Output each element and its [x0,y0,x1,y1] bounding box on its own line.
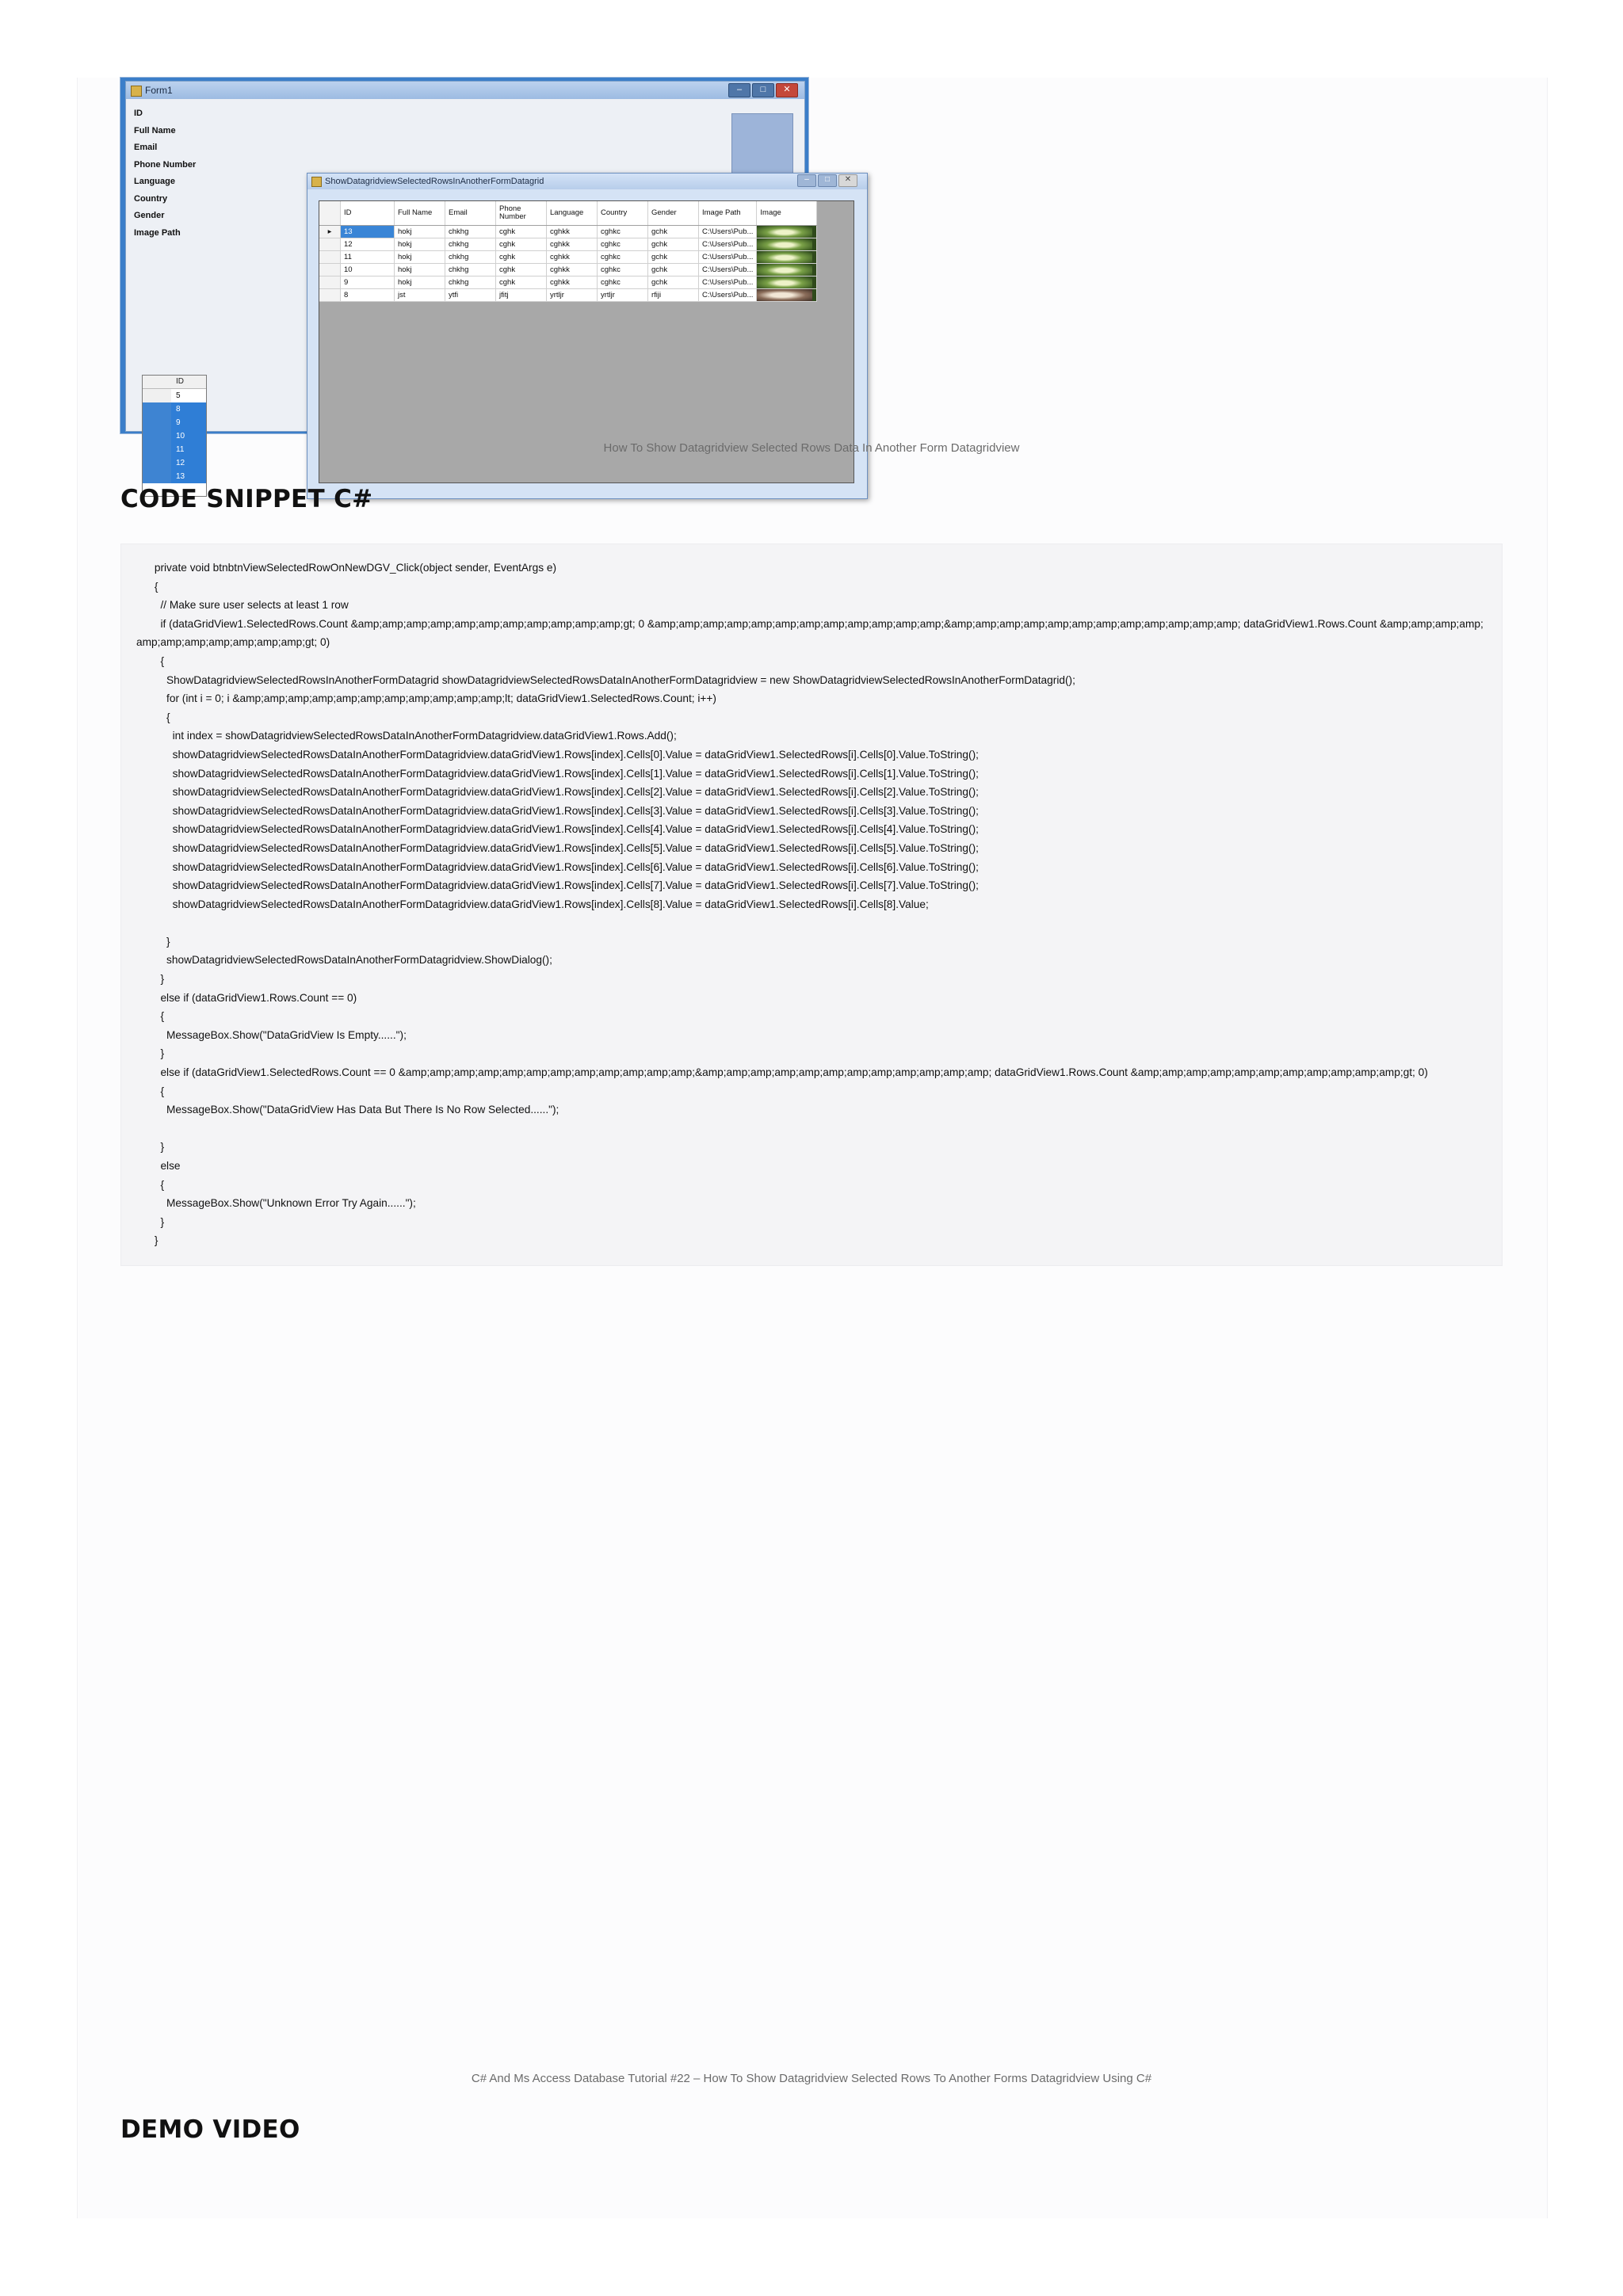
col-header[interactable]: Full Name [395,201,445,226]
table-row[interactable]: 10 [143,429,206,443]
code-line: showDatagridviewSelectedRowsDataInAnotherFormDatagridview.dataGridView1.Rows[index].Cells[5].Value = dataGridView1.SelectedRows[i].Cells[5].Value.ToString(); [136,841,979,854]
cell[interactable]: C:\Users\Pub... [699,277,757,289]
cell[interactable]: cghkc [598,264,648,277]
cell[interactable]: 10 [341,264,395,277]
cell[interactable]: 9 [341,277,395,289]
cell[interactable]: 12 [341,238,395,251]
cell[interactable]: C:\Users\Pub... [699,264,757,277]
code-line: ShowDatagridviewSelectedRowsInAnotherFormDatagrid showDatagridviewSelectedRowsDataInAnotherFormDatagridview = new ShowDatagridviewSelectedRowsInAnotherFormDatagrid(); [136,673,1075,686]
cell[interactable]: chkhg [445,264,496,277]
label-email: Email [134,143,158,152]
cell[interactable]: cghkc [598,277,648,289]
maximize-icon[interactable]: □ [752,83,774,97]
cell[interactable]: C:\Users\Pub... [699,289,757,302]
cell[interactable]: rfiji [648,289,699,302]
cell[interactable]: hokj [395,238,445,251]
cell[interactable]: yrtljr [547,289,598,302]
code-line: if (dataGridView1.SelectedRows.Count &amp;amp;amp;amp;amp;amp;amp;amp;amp;amp;amp;gt; 0 &amp;amp;amp;amp;amp;amp;amp;amp;amp;amp;amp;amp;&amp;amp;amp;amp;amp;amp;amp;amp;amp;amp;amp;amp; dataGridView1.Rows.Count &amp;amp;amp;amp;amp;amp;amp;amp;amp;amp;amp;gt; 0) [136,617,1484,649]
image-cell[interactable] [757,277,817,289]
table-row[interactable]: ▸ 13 hokj chkhg cghk cghkk cghkc gchk C:\Users\Pub... [319,226,817,238]
image-cell[interactable] [757,226,817,238]
col-header[interactable]: Image Path [699,201,757,226]
cell[interactable]: C:\Users\Pub... [699,238,757,251]
grid-header-id: ID [143,376,206,389]
table-row[interactable] [319,277,817,289]
col-header[interactable]: ID [341,201,395,226]
dialog-table [319,201,817,302]
cell[interactable]: cghkc [598,226,648,238]
code-line: } [136,1047,165,1060]
table-row[interactable] [319,289,817,302]
code-line: } [136,1234,158,1247]
table-row[interactable]: 5 [143,389,206,402]
code-line: showDatagridviewSelectedRowsDataInAnotherFormDatagridview.dataGridView1.Rows[index].Cells[4].Value = dataGridView1.SelectedRows[i].Cells[4].Value.ToString(); [136,823,979,836]
main-form-titlebar [126,82,804,99]
video-caption: C# And Ms Access Database Tutorial #22 – How To Show Datagridview Selected Rows To Another Forms Datagridview Using C# [471,2072,1152,2085]
code-line: // Make sure user selects at least 1 row [136,599,349,612]
minimize-icon[interactable]: – [797,174,816,187]
code-line: showDatagridviewSelectedRowsDataInAnotherFormDatagridview.dataGridView1.Rows[index].Cells[6].Value = dataGridView1.SelectedRows[i].Cells[6].Value.ToString(); [136,860,979,873]
code-line: { [136,711,170,723]
code-line: { [136,1085,165,1097]
image-cell[interactable] [757,289,817,302]
image-cell[interactable] [757,251,817,264]
cell[interactable]: cghk [496,277,547,289]
cell[interactable]: chkhg [445,277,496,289]
main-form-title: Form1 [145,85,173,96]
cell[interactable]: cghkc [598,251,648,264]
code-block [120,543,1503,1266]
cell[interactable]: gchk [648,277,699,289]
form-icon [131,86,142,97]
code-line: else if (dataGridView1.SelectedRows.Count == 0 &amp;amp;amp;amp;amp;amp;amp;amp;amp;amp;amp;amp;&amp;amp;amp;amp;amp;amp;amp;amp;amp;amp;amp;amp; dataGridView1.Rows.Count &amp;amp;amp;amp;amp;amp;amp;amp;amp;amp;amp;gt; 0) [136,1066,1428,1079]
code-line: int index = showDatagridviewSelectedRowsDataInAnotherFormDatagridview.dataGridView1.Rows.Add(); [136,730,677,742]
table-row[interactable]: 8 [143,402,206,416]
cell[interactable]: cghkk [547,264,598,277]
code-line: showDatagridviewSelectedRowsDataInAnotherFormDatagridview.dataGridView1.Rows[index].Cells[1].Value = dataGridView1.SelectedRows[i].Cells[1].Value.ToString(); [136,767,979,780]
cell[interactable]: gchk [648,251,699,264]
cell[interactable]: cghkk [547,277,598,289]
cell[interactable]: cghkk [547,251,598,264]
cell[interactable]: 11 [341,251,395,264]
cell[interactable]: 8 [341,289,395,302]
code-line: { [136,1010,165,1023]
code-line: showDatagridviewSelectedRowsDataInAnotherFormDatagridview.dataGridView1.Rows[index].Cells[2].Value = dataGridView1.SelectedRows[i].Cells[2].Value.ToString(); [136,786,979,799]
code-line: showDatagridviewSelectedRowsDataInAnotherFormDatagridview.ShowDialog(); [136,954,552,967]
code-line: } [136,973,165,986]
cell[interactable]: chkhg [445,251,496,264]
cell[interactable]: cghkc [598,238,648,251]
code-line: { [136,654,165,667]
image-cell[interactable] [757,238,817,251]
dialog-titlebar [307,174,867,189]
dialog-title: ShowDatagridviewSelectedRowsInAnotherFormDatagrid [325,177,544,186]
cell[interactable]: gchk [648,238,699,251]
cell[interactable]: gchk [648,264,699,277]
cell[interactable]: chkhg [445,226,496,238]
col-header[interactable]: Country [598,201,648,226]
field-labels [134,105,196,242]
cell[interactable]: cghkk [547,226,598,238]
image-cell[interactable] [757,264,817,277]
label-phone-number: Phone Number [134,159,197,170]
code-line: else if (dataGridView1.Rows.Count == 0) [136,991,357,1004]
label-id: ID [134,109,143,118]
cell[interactable]: hokj [395,277,445,289]
section-heading-demo-video: DEMO VIDEO [120,2115,300,2144]
code-line: { [136,1178,165,1191]
code-line [136,1119,1487,1138]
code-line: showDatagridviewSelectedRowsDataInAnotherFormDatagridview.dataGridView1.Rows[index].Cells[3].Value = dataGridView1.SelectedRows[i].Cells[3].Value.ToString(); [136,804,979,817]
code-line: else [136,1160,181,1172]
cell[interactable]: jst [395,289,445,302]
label-full-name: Full Name [134,125,176,135]
cell[interactable]: yrtljr [598,289,648,302]
table-row[interactable] [319,264,817,277]
col-header[interactable]: Image [757,201,817,226]
table-row[interactable]: 13 [143,470,206,483]
cell[interactable]: jfitj [496,289,547,302]
cell[interactable]: chkhg [445,238,496,251]
code-line: showDatagridviewSelectedRowsDataInAnotherFormDatagridview.dataGridView1.Rows[index].Cells[8].Value = dataGridView1.SelectedRows[i].Cells[8].Value; [136,898,929,910]
minimize-icon[interactable]: – [728,83,750,97]
form-icon [311,177,322,187]
col-header[interactable]: Phone Number [496,201,547,226]
cell[interactable]: 13 [341,226,395,238]
code-line: showDatagridviewSelectedRowsDataInAnotherFormDatagridview.dataGridView1.Rows[index].Cells[0].Value = dataGridView1.SelectedRows[i].Cells[0].Value.ToString(); [136,748,979,761]
cell[interactable]: ytfi [445,289,496,302]
cell[interactable]: cghk [496,238,547,251]
cell[interactable]: cghkk [547,238,598,251]
maximize-icon[interactable]: □ [818,174,837,187]
code-line: for (int i = 0; i &amp;amp;amp;amp;amp;amp;amp;amp;amp;amp;amp;lt; dataGridView1.SelectedRows.Count; i++) [136,692,716,705]
code-line: MessageBox.Show("DataGridView Is Empty......"); [136,1028,407,1041]
table-row[interactable]: 11 [143,443,206,456]
close-icon[interactable]: ✕ [776,83,798,97]
cell[interactable]: C:\Users\Pub... [699,226,757,238]
code-line: showDatagridviewSelectedRowsDataInAnotherFormDatagridview.dataGridView1.Rows[index].Cells[7].Value = dataGridView1.SelectedRows[i].Cells[7].Value.ToString(); [136,879,979,892]
cell[interactable]: C:\Users\Pub... [699,251,757,264]
table-row[interactable] [319,238,817,251]
cell[interactable]: gchk [648,226,699,238]
code-line: private void btnbtnViewSelectedRowOnNewDGV_Click(object sender, EventArgs e) [136,562,557,574]
label-image-path: Image Path [134,227,181,238]
code-line: } [136,1215,165,1228]
label-gender: Gender [134,211,165,220]
cell[interactable]: hokj [395,264,445,277]
table-row[interactable] [319,251,817,264]
code-line [136,913,1487,933]
code-lines [136,559,1487,1250]
col-header[interactable]: Gender [648,201,699,226]
cell[interactable]: cghk [496,226,547,238]
cell[interactable]: hokj [395,251,445,264]
cell[interactable]: hokj [395,226,445,238]
image-caption: How To Show Datagridview Selected Rows Data In Another Form Datagridview [603,441,1020,455]
col-header[interactable]: Email [445,201,496,226]
table-row[interactable]: 12 [143,456,206,470]
code-line: } [136,1141,165,1154]
label-language: Language [134,177,175,186]
label-country: Country [134,193,168,204]
code-line: MessageBox.Show("Unknown Error Try Again......"); [136,1197,416,1210]
code-line: MessageBox.Show("DataGridView Has Data But There Is No Row Selected......"); [136,1104,559,1116]
code-line: } [136,935,170,948]
section-heading-code-snippet: CODE SNIPPET C# [120,485,373,513]
col-header[interactable]: Language [547,201,598,226]
code-line: { [136,580,158,593]
cell[interactable]: cghk [496,251,547,264]
main-datagridview[interactable] [142,375,207,497]
cell[interactable]: cghk [496,264,547,277]
table-row[interactable]: 9 [143,416,206,429]
close-icon[interactable]: ✕ [838,174,857,187]
